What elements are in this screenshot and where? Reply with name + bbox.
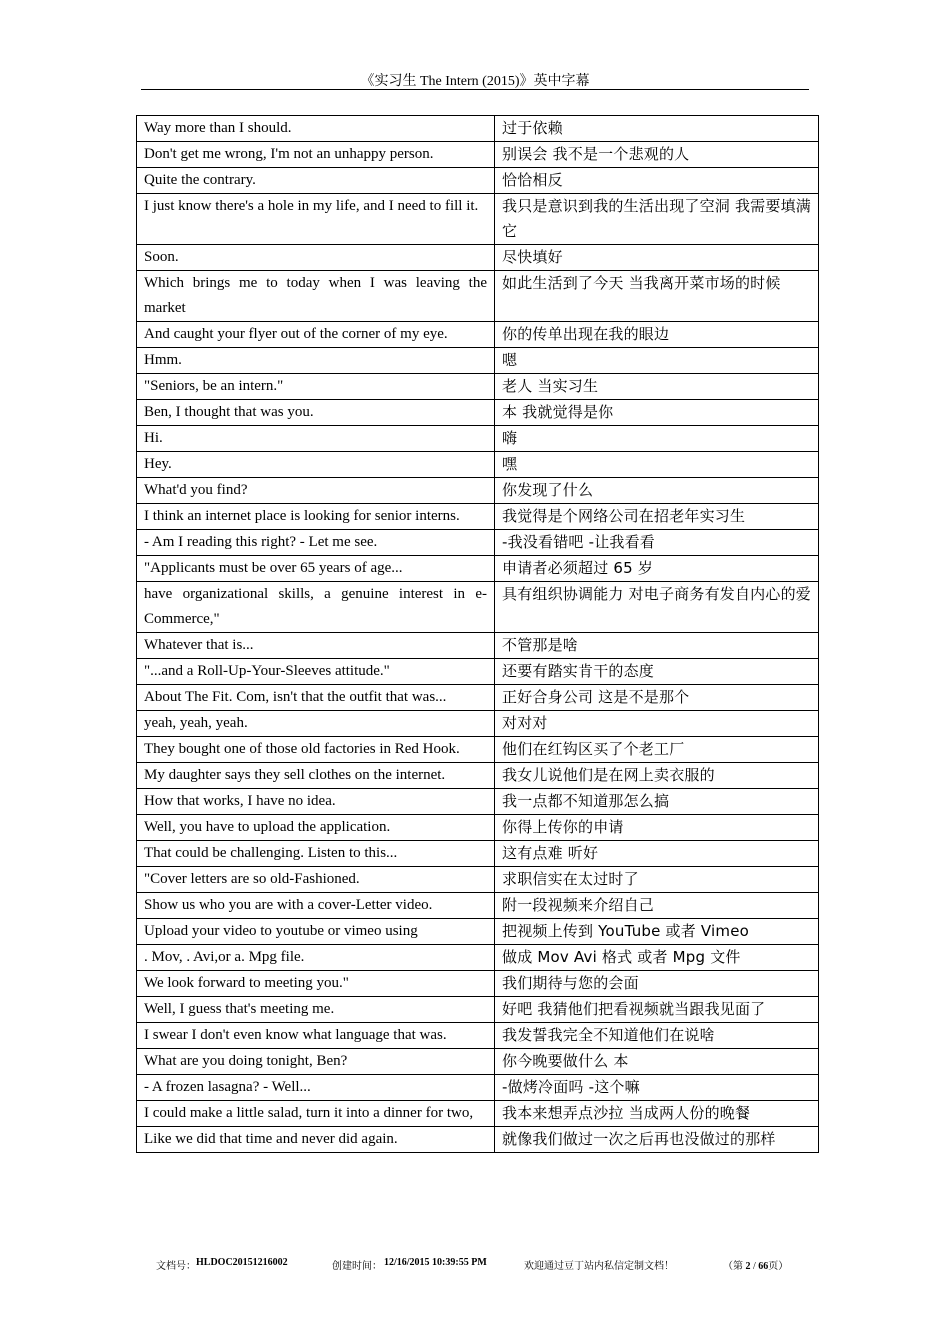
english-subtitle-cell: How that works, I have no idea.: [137, 789, 495, 815]
chinese-subtitle-cell: 附一段视频来介绍自己: [495, 893, 819, 919]
table-row: [137, 116, 819, 142]
table-row: [137, 322, 819, 348]
english-subtitle-cell: "Cover letters are so old-Fashioned.: [137, 867, 495, 893]
chinese-subtitle-cell: 你得上传你的申请: [495, 815, 819, 841]
english-subtitle-cell: Hi.: [137, 426, 495, 452]
english-subtitle-cell: I swear I don't even know what language that was.: [137, 1023, 495, 1049]
subtitle-table-body: [137, 116, 819, 1153]
chinese-subtitle-cell: 我发誓我完全不知道他们在说啥: [495, 1023, 819, 1049]
subtitle-table: [136, 115, 819, 1153]
table-row: [137, 530, 819, 556]
table-row: [137, 142, 819, 168]
created-time-value: 12/16/2015 10:39:55 PM: [384, 1257, 487, 1268]
document-header-title: 《实习生 The Intern (2015)》英中字幕: [360, 74, 590, 89]
table-row: [137, 1049, 819, 1075]
table-row: [137, 763, 819, 789]
english-subtitle-cell: I just know there's a hole in my life, and I need to fill it.: [137, 194, 495, 245]
table-row: [137, 271, 819, 322]
table-row: [137, 737, 819, 763]
created-time-label: 创建时间：: [332, 1261, 382, 1272]
english-subtitle-cell: We look forward to meeting you.": [137, 971, 495, 997]
english-subtitle-cell: yeah, yeah, yeah.: [137, 711, 495, 737]
table-row: [137, 997, 819, 1023]
chinese-subtitle-cell: 如此生活到了今天 当我离开菜市场的时候: [495, 271, 819, 322]
table-row: [137, 1127, 819, 1153]
chinese-subtitle-cell: 嘿: [495, 452, 819, 478]
english-subtitle-cell: "...and a Roll-Up-Your-Sleeves attitude.": [137, 659, 495, 685]
english-subtitle-cell: Which brings me to today when I was leaving the market: [137, 271, 495, 322]
chinese-subtitle-cell: 正好合身公司 这是不是那个: [495, 685, 819, 711]
table-row: [137, 919, 819, 945]
english-subtitle-cell: Hey.: [137, 452, 495, 478]
english-subtitle-cell: Way more than I should.: [137, 116, 495, 142]
chinese-subtitle-cell: 我一点都不知道那怎么搞: [495, 789, 819, 815]
chinese-subtitle-cell: 嗨: [495, 426, 819, 452]
chinese-subtitle-cell: 你的传单出现在我的眼边: [495, 322, 819, 348]
footer-message: 欢迎通过豆丁站内私信定制文档！: [524, 1261, 674, 1272]
english-subtitle-cell: . Mov, . Avi,or a. Mpg file.: [137, 945, 495, 971]
table-row: [137, 504, 819, 530]
english-subtitle-cell: My daughter says they sell clothes on the internet.: [137, 763, 495, 789]
english-subtitle-cell: Whatever that is...: [137, 633, 495, 659]
table-row: [137, 582, 819, 633]
table-row: [137, 245, 819, 271]
table-row: [137, 633, 819, 659]
chinese-subtitle-cell: -我没看错吧 -让我看看: [495, 530, 819, 556]
doc-number-label: 文档号：: [156, 1261, 196, 1272]
page-total: 66: [758, 1261, 769, 1272]
chinese-subtitle-cell: 本 我就觉得是你: [495, 400, 819, 426]
page-suffix: 页）: [768, 1261, 789, 1272]
chinese-subtitle-cell: 把视频上传到 YouTube 或者 Vimeo: [495, 919, 819, 945]
table-row: [137, 867, 819, 893]
chinese-subtitle-cell: 好吧 我猜他们把看视频就当跟我见面了: [495, 997, 819, 1023]
english-subtitle-cell: Soon.: [137, 245, 495, 271]
chinese-subtitle-cell: 做成 Mov Avi 格式 或者 Mpg 文件: [495, 945, 819, 971]
chinese-subtitle-cell: 还要有踏实肯干的态度: [495, 659, 819, 685]
english-subtitle-cell: That could be challenging. Listen to this...: [137, 841, 495, 867]
table-row: [137, 194, 819, 245]
table-row: [137, 400, 819, 426]
page-prefix: （第: [723, 1261, 743, 1272]
chinese-subtitle-cell: 我本来想弄点沙拉 当成两人份的晚餐: [495, 1101, 819, 1127]
chinese-subtitle-cell: 你发现了什么: [495, 478, 819, 504]
english-subtitle-cell: They bought one of those old factories in Red Hook.: [137, 737, 495, 763]
english-subtitle-cell: I think an internet place is looking for senior interns.: [137, 504, 495, 530]
english-subtitle-cell: - Am I reading this right? - Let me see.: [137, 530, 495, 556]
chinese-subtitle-cell: 恰恰相反: [495, 168, 819, 194]
table-row: [137, 374, 819, 400]
table-row: [137, 971, 819, 997]
chinese-subtitle-cell: 我只是意识到我的生活出现了空洞 我需要填满它: [495, 194, 819, 245]
page-indicator: [723, 1257, 788, 1272]
english-subtitle-cell: have organizational skills, a genuine interest in e-Commerce,": [137, 582, 495, 633]
table-row: [137, 945, 819, 971]
table-row: [137, 426, 819, 452]
english-subtitle-cell: Well, I guess that's meeting me.: [137, 997, 495, 1023]
english-subtitle-cell: Like we did that time and never did again.: [137, 1127, 495, 1153]
table-row: [137, 711, 819, 737]
chinese-subtitle-cell: 申请者必须超过 65 岁: [495, 556, 819, 582]
english-subtitle-cell: Well, you have to upload the application.: [137, 815, 495, 841]
chinese-subtitle-cell: 嗯: [495, 348, 819, 374]
table-row: [137, 893, 819, 919]
chinese-subtitle-cell: 我觉得是个网络公司在招老年实习生: [495, 504, 819, 530]
doc-number-value: HLDOC20151216002: [196, 1257, 288, 1268]
english-subtitle-cell: Don't get me wrong, I'm not an unhappy person.: [137, 142, 495, 168]
english-subtitle-cell: About The Fit. Com, isn't that the outfit that was...: [137, 685, 495, 711]
table-row: [137, 789, 819, 815]
table-row: [137, 685, 819, 711]
chinese-subtitle-cell: 你今晚要做什么 本: [495, 1049, 819, 1075]
chinese-subtitle-cell: 我女儿说他们是在网上卖衣服的: [495, 763, 819, 789]
chinese-subtitle-cell: 尽快填好: [495, 245, 819, 271]
english-subtitle-cell: What'd you find?: [137, 478, 495, 504]
chinese-subtitle-cell: 求职信实在太过时了: [495, 867, 819, 893]
chinese-subtitle-cell: 老人 当实习生: [495, 374, 819, 400]
table-row: [137, 348, 819, 374]
table-row: [137, 168, 819, 194]
table-row: [137, 1075, 819, 1101]
chinese-subtitle-cell: -做烤冷面吗 -这个嘛: [495, 1075, 819, 1101]
table-row: [137, 815, 819, 841]
table-row: [137, 452, 819, 478]
english-subtitle-cell: And caught your flyer out of the corner of my eye.: [137, 322, 495, 348]
table-row: [137, 1101, 819, 1127]
english-subtitle-cell: Upload your video to youtube or vimeo using: [137, 919, 495, 945]
english-subtitle-cell: I could make a little salad, turn it into a dinner for two,: [137, 1101, 495, 1127]
english-subtitle-cell: Quite the contrary.: [137, 168, 495, 194]
chinese-subtitle-cell: 过于依赖: [495, 116, 819, 142]
english-subtitle-cell: "Seniors, be an intern.": [137, 374, 495, 400]
chinese-subtitle-cell: 他们在红钩区买了个老工厂: [495, 737, 819, 763]
table-row: [137, 659, 819, 685]
chinese-subtitle-cell: 就像我们做过一次之后再也没做过的那样: [495, 1127, 819, 1153]
chinese-subtitle-cell: 不管那是啥: [495, 633, 819, 659]
chinese-subtitle-cell: 我们期待与您的会面: [495, 971, 819, 997]
chinese-subtitle-cell: 别误会 我不是一个悲观的人: [495, 142, 819, 168]
english-subtitle-cell: What are you doing tonight, Ben?: [137, 1049, 495, 1075]
english-subtitle-cell: Hmm.: [137, 348, 495, 374]
page-current: 2: [745, 1261, 751, 1272]
chinese-subtitle-cell: 这有点难 听好: [495, 841, 819, 867]
english-subtitle-cell: "Applicants must be over 65 years of age...: [137, 556, 495, 582]
table-row: [137, 1023, 819, 1049]
english-subtitle-cell: Show us who you are with a cover-Letter video.: [137, 893, 495, 919]
table-row: [137, 841, 819, 867]
header-divider: [141, 89, 809, 90]
table-row: [137, 556, 819, 582]
chinese-subtitle-cell: 具有组织协调能力 对电子商务有发自内心的爱: [495, 582, 819, 633]
english-subtitle-cell: - A frozen lasagna? - Well...: [137, 1075, 495, 1101]
english-subtitle-cell: Ben, I thought that was you.: [137, 400, 495, 426]
table-row: [137, 478, 819, 504]
chinese-subtitle-cell: 对对对: [495, 711, 819, 737]
page-separator: /: [753, 1261, 756, 1272]
